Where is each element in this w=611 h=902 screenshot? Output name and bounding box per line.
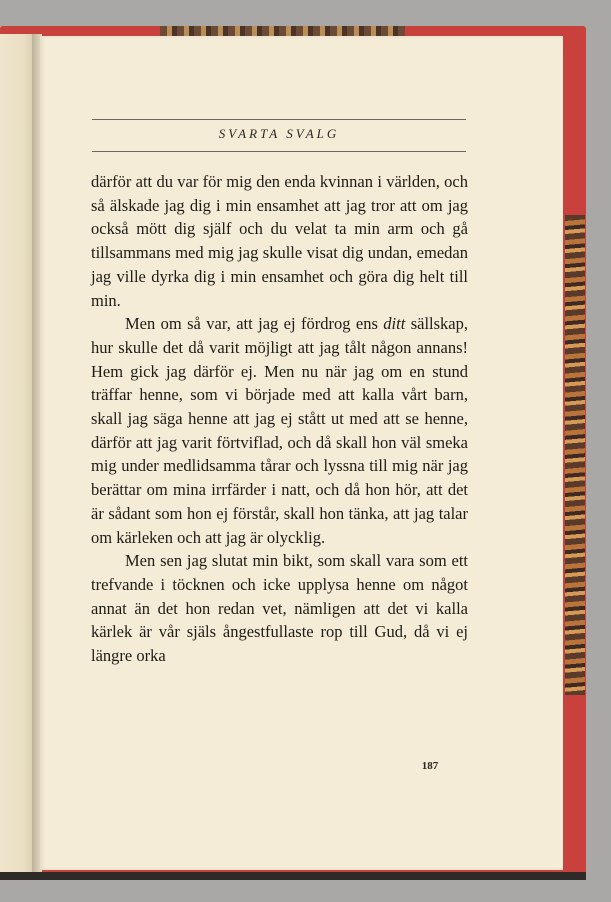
book-bottom-edge [0,872,586,880]
left-page-edge [0,34,34,872]
cover-marbled-edge-top [160,26,405,36]
cover-marbled-edge-right [565,215,585,695]
header-rule-top [92,119,466,120]
emphasized-word: ditt [383,314,406,334]
paragraph-text: sällskap, hur skulle det då varit möjligt att jag tålt någon annans! Hem gick jag därför ej. Men nu när jag om en stund träffar henne, som vi började med att kalla vårt barn, skall jag säga henne att jag ej stått ut med att se henne, därför att jag varit förtviflad, och då skall hon väl smeka mig under medlidsamma tårar och lyssna till mig när jag berättar om mina irrfärder i natt, och då hon hör, att det är sådant som hon ej förstår, skall hon tänka, att jag talar om kärleken och att jag är olycklig. [91,314,468,547]
paragraph [91,312,468,549]
page-number: 187 [421,760,439,772]
header-rule-bottom [92,151,466,152]
running-head: SVARTA SVALG [218,126,340,141]
paragraph-text: Men om så var, att jag ej fördrog ens [125,314,384,334]
paragraph: därför att du var för mig den enda kvinnan i världen, och så älskade jag dig i min ensamhet att jag tror att om jag också mött dig själf och du velat ta min arm och gå tillsammans med mig jag skulle visat dig undan, emedan jag ville dyrka dig i min ensamhet och göra dig helt till min. [91,172,468,310]
paragraph: Men sen jag slutat min bikt, som skall vara som ett trefvande i töcknen och icke upplysa henne om något annat än det hon redan vet, nämligen att det vi kalla kärlek är vår själs ångestfullaste rop till Gud, då vi ej längre orka [91,551,468,666]
body-text [91,170,468,668]
